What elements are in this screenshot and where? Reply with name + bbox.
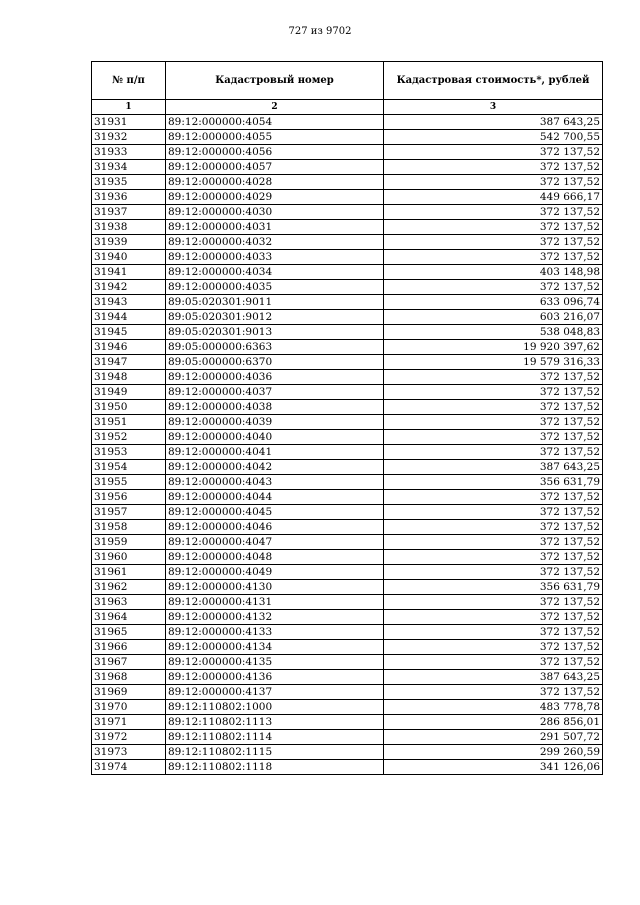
table-row: [92, 160, 603, 175]
cadastral-number-cell: 89:12:000000:4132: [166, 610, 384, 625]
cadastral-number-cell: 89:12:000000:4057: [166, 160, 384, 175]
table-row: [92, 475, 603, 490]
row-number-cell: 31958: [92, 520, 166, 535]
cadastral-value-cell: 387 643,25: [384, 670, 603, 685]
cadastral-value-cell: 372 137,52: [384, 535, 603, 550]
cadastral-value-cell: 372 137,52: [384, 235, 603, 250]
cadastral-value-cell: 372 137,52: [384, 490, 603, 505]
cadastral-value-cell: 286 856,01: [384, 715, 603, 730]
table-row: [92, 205, 603, 220]
cadastral-number-cell: 89:12:000000:4034: [166, 265, 384, 280]
cadastral-number-cell: 89:05:020301:9013: [166, 325, 384, 340]
header-cadastral-number: Кадастровый номер: [166, 62, 384, 100]
cadastral-number-cell: 89:12:000000:4029: [166, 190, 384, 205]
table-row: [92, 640, 603, 655]
row-number-cell: 31939: [92, 235, 166, 250]
cadastral-number-cell: 89:12:000000:4043: [166, 475, 384, 490]
cadastral-value-cell: 19 579 316,33: [384, 355, 603, 370]
column-number-1: 1: [92, 100, 166, 115]
table-header-row: [92, 62, 603, 100]
row-number-cell: 31944: [92, 310, 166, 325]
row-number-cell: 31934: [92, 160, 166, 175]
row-number-cell: 31967: [92, 655, 166, 670]
cadastral-value-cell: 372 137,52: [384, 280, 603, 295]
cadastral-number-cell: 89:12:000000:4036: [166, 370, 384, 385]
cadastral-value-cell: 372 137,52: [384, 610, 603, 625]
cadastral-value-cell: 387 643,25: [384, 115, 603, 130]
table-row: [92, 235, 603, 250]
cadastral-number-cell: 89:12:000000:4133: [166, 625, 384, 640]
header-row-number: № п/п: [92, 62, 166, 100]
table-row: [92, 220, 603, 235]
cadastral-value-cell: 372 137,52: [384, 640, 603, 655]
cadastral-number-cell: 89:12:000000:4045: [166, 505, 384, 520]
table-row: [92, 505, 603, 520]
table-row: [92, 610, 603, 625]
table-row: [92, 520, 603, 535]
cadastral-value-cell: 372 137,52: [384, 430, 603, 445]
row-number-cell: 31957: [92, 505, 166, 520]
cadastral-number-cell: 89:12:000000:4056: [166, 145, 384, 160]
cadastral-value-cell: 483 778,78: [384, 700, 603, 715]
row-number-cell: 31950: [92, 400, 166, 415]
header-cadastral-value: Кадастровая стоимость*, рублей: [384, 62, 603, 100]
table-row: [92, 565, 603, 580]
cadastral-value-cell: 356 631,79: [384, 475, 603, 490]
cadastral-value-cell: 387 643,25: [384, 460, 603, 475]
cadastral-number-cell: 89:12:000000:4047: [166, 535, 384, 550]
table-body: [92, 115, 603, 775]
table-row: [92, 130, 603, 145]
cadastral-number-cell: 89:05:000000:6370: [166, 355, 384, 370]
table-row: [92, 745, 603, 760]
cadastral-number-cell: 89:12:000000:4137: [166, 685, 384, 700]
row-number-cell: 31943: [92, 295, 166, 310]
cadastral-number-cell: 89:12:000000:4030: [166, 205, 384, 220]
row-number-cell: 31936: [92, 190, 166, 205]
row-number-cell: 31940: [92, 250, 166, 265]
table-row: [92, 715, 603, 730]
row-number-cell: 31973: [92, 745, 166, 760]
row-number-cell: 31956: [92, 490, 166, 505]
table-row: [92, 280, 603, 295]
cadastral-number-cell: 89:12:000000:4038: [166, 400, 384, 415]
cadastral-number-cell: 89:12:110802:1118: [166, 760, 384, 775]
page-counter: 727 из 9702: [288, 26, 352, 37]
cadastral-number-cell: 89:12:000000:4028: [166, 175, 384, 190]
table-row: [92, 625, 603, 640]
table-row: [92, 175, 603, 190]
table-row: [92, 445, 603, 460]
cadastral-number-cell: 89:12:000000:4055: [166, 130, 384, 145]
row-number-cell: 31966: [92, 640, 166, 655]
table-row: [92, 730, 603, 745]
cadastral-value-cell: 372 137,52: [384, 415, 603, 430]
column-number-2: 2: [166, 100, 384, 115]
cadastral-value-cell: 372 137,52: [384, 520, 603, 535]
row-number-cell: 31946: [92, 340, 166, 355]
cadastral-value-cell: 372 137,52: [384, 205, 603, 220]
row-number-cell: 31952: [92, 430, 166, 445]
cadastral-number-cell: 89:12:000000:4039: [166, 415, 384, 430]
cadastral-number-cell: 89:12:000000:4044: [166, 490, 384, 505]
table-row: [92, 190, 603, 205]
cadastral-number-cell: 89:05:020301:9011: [166, 295, 384, 310]
row-number-cell: 31960: [92, 550, 166, 565]
cadastral-value-cell: 372 137,52: [384, 595, 603, 610]
cadastral-number-cell: 89:12:000000:4041: [166, 445, 384, 460]
cadastral-value-cell: 372 137,52: [384, 175, 603, 190]
row-number-cell: 31932: [92, 130, 166, 145]
cadastral-value-cell: 372 137,52: [384, 505, 603, 520]
table-row: [92, 655, 603, 670]
row-number-cell: 31959: [92, 535, 166, 550]
cadastral-number-cell: 89:12:000000:4134: [166, 640, 384, 655]
cadastral-number-cell: 89:12:000000:4037: [166, 385, 384, 400]
cadastral-number-cell: 89:12:000000:4035: [166, 280, 384, 295]
row-number-cell: 31961: [92, 565, 166, 580]
table-row: [92, 340, 603, 355]
cadastral-value-cell: 449 666,17: [384, 190, 603, 205]
cadastral-number-cell: 89:05:000000:6363: [166, 340, 384, 355]
table-row: [92, 355, 603, 370]
cadastral-number-cell: 89:12:000000:4031: [166, 220, 384, 235]
row-number-cell: 31933: [92, 145, 166, 160]
table-row: [92, 760, 603, 775]
cadastral-value-cell: 542 700,55: [384, 130, 603, 145]
cadastral-value-cell: 372 137,52: [384, 655, 603, 670]
table-row: [92, 115, 603, 130]
table-row: [92, 430, 603, 445]
cadastral-value-cell: 403 148,98: [384, 265, 603, 280]
row-number-cell: 31974: [92, 760, 166, 775]
cadastral-number-cell: 89:12:000000:4032: [166, 235, 384, 250]
row-number-cell: 31969: [92, 685, 166, 700]
row-number-cell: 31968: [92, 670, 166, 685]
cadastral-value-cell: 633 096,74: [384, 295, 603, 310]
cadastral-number-cell: 89:12:000000:4135: [166, 655, 384, 670]
row-number-cell: 31970: [92, 700, 166, 715]
table-row: [92, 250, 603, 265]
row-number-cell: 31953: [92, 445, 166, 460]
cadastral-value-cell: 538 048,83: [384, 325, 603, 340]
row-number-cell: 31965: [92, 625, 166, 640]
cadastral-number-cell: 89:12:110802:1115: [166, 745, 384, 760]
table-row: [92, 415, 603, 430]
row-number-cell: 31972: [92, 730, 166, 745]
cadastral-number-cell: 89:12:000000:4136: [166, 670, 384, 685]
cadastral-number-cell: 89:12:000000:4048: [166, 550, 384, 565]
table-row: [92, 295, 603, 310]
cadastral-number-cell: 89:12:000000:4131: [166, 595, 384, 610]
cadastral-number-cell: 89:12:000000:4046: [166, 520, 384, 535]
cadastral-value-cell: 372 137,52: [384, 625, 603, 640]
table-row: [92, 370, 603, 385]
column-number-row: [92, 100, 603, 115]
cadastral-number-cell: 89:12:110802:1113: [166, 715, 384, 730]
row-number-cell: 31942: [92, 280, 166, 295]
row-number-cell: 31947: [92, 355, 166, 370]
row-number-cell: 31963: [92, 595, 166, 610]
row-number-cell: 31954: [92, 460, 166, 475]
cadastral-number-cell: 89:12:000000:4054: [166, 115, 384, 130]
table-row: [92, 685, 603, 700]
table-row: [92, 265, 603, 280]
cadastral-value-cell: 341 126,06: [384, 760, 603, 775]
table-row: [92, 580, 603, 595]
table-row: [92, 550, 603, 565]
cadastral-number-cell: 89:12:000000:4033: [166, 250, 384, 265]
cadastral-value-cell: 19 920 397,62: [384, 340, 603, 355]
table-row: [92, 310, 603, 325]
table-row: [92, 670, 603, 685]
table-row: [92, 535, 603, 550]
table-row: [92, 595, 603, 610]
cadastral-number-cell: 89:12:110802:1114: [166, 730, 384, 745]
cadastral-value-table: [91, 61, 603, 775]
row-number-cell: 31949: [92, 385, 166, 400]
cadastral-value-cell: 299 260,59: [384, 745, 603, 760]
row-number-cell: 31935: [92, 175, 166, 190]
row-number-cell: 31938: [92, 220, 166, 235]
row-number-cell: 31951: [92, 415, 166, 430]
cadastral-value-cell: 603 216,07: [384, 310, 603, 325]
row-number-cell: 31941: [92, 265, 166, 280]
row-number-cell: 31931: [92, 115, 166, 130]
cadastral-value-cell: 372 137,52: [384, 445, 603, 460]
row-number-cell: 31937: [92, 205, 166, 220]
cadastral-number-cell: 89:12:000000:4042: [166, 460, 384, 475]
cadastral-value-cell: 372 137,52: [384, 550, 603, 565]
cadastral-value-cell: 372 137,52: [384, 565, 603, 580]
cadastral-value-cell: 372 137,52: [384, 220, 603, 235]
table-row: [92, 490, 603, 505]
table-row: [92, 460, 603, 475]
cadastral-value-cell: 372 137,52: [384, 685, 603, 700]
row-number-cell: 31945: [92, 325, 166, 340]
cadastral-value-cell: 291 507,72: [384, 730, 603, 745]
cadastral-value-cell: 372 137,52: [384, 145, 603, 160]
cadastral-number-cell: 89:05:020301:9012: [166, 310, 384, 325]
cadastral-value-cell: 372 137,52: [384, 370, 603, 385]
cadastral-number-cell: 89:12:000000:4130: [166, 580, 384, 595]
row-number-cell: 31964: [92, 610, 166, 625]
table-row: [92, 325, 603, 340]
table-row: [92, 700, 603, 715]
column-number-3: 3: [384, 100, 603, 115]
cadastral-number-cell: 89:12:000000:4049: [166, 565, 384, 580]
cadastral-number-cell: 89:12:110802:1000: [166, 700, 384, 715]
row-number-cell: 31955: [92, 475, 166, 490]
row-number-cell: 31948: [92, 370, 166, 385]
table-row: [92, 400, 603, 415]
cadastral-value-cell: 372 137,52: [384, 385, 603, 400]
cadastral-value-cell: 372 137,52: [384, 400, 603, 415]
cadastral-value-cell: 372 137,52: [384, 250, 603, 265]
row-number-cell: 31962: [92, 580, 166, 595]
row-number-cell: 31971: [92, 715, 166, 730]
cadastral-value-cell: 372 137,52: [384, 160, 603, 175]
table-row: [92, 145, 603, 160]
cadastral-number-cell: 89:12:000000:4040: [166, 430, 384, 445]
table-row: [92, 385, 603, 400]
cadastral-value-cell: 356 631,79: [384, 580, 603, 595]
